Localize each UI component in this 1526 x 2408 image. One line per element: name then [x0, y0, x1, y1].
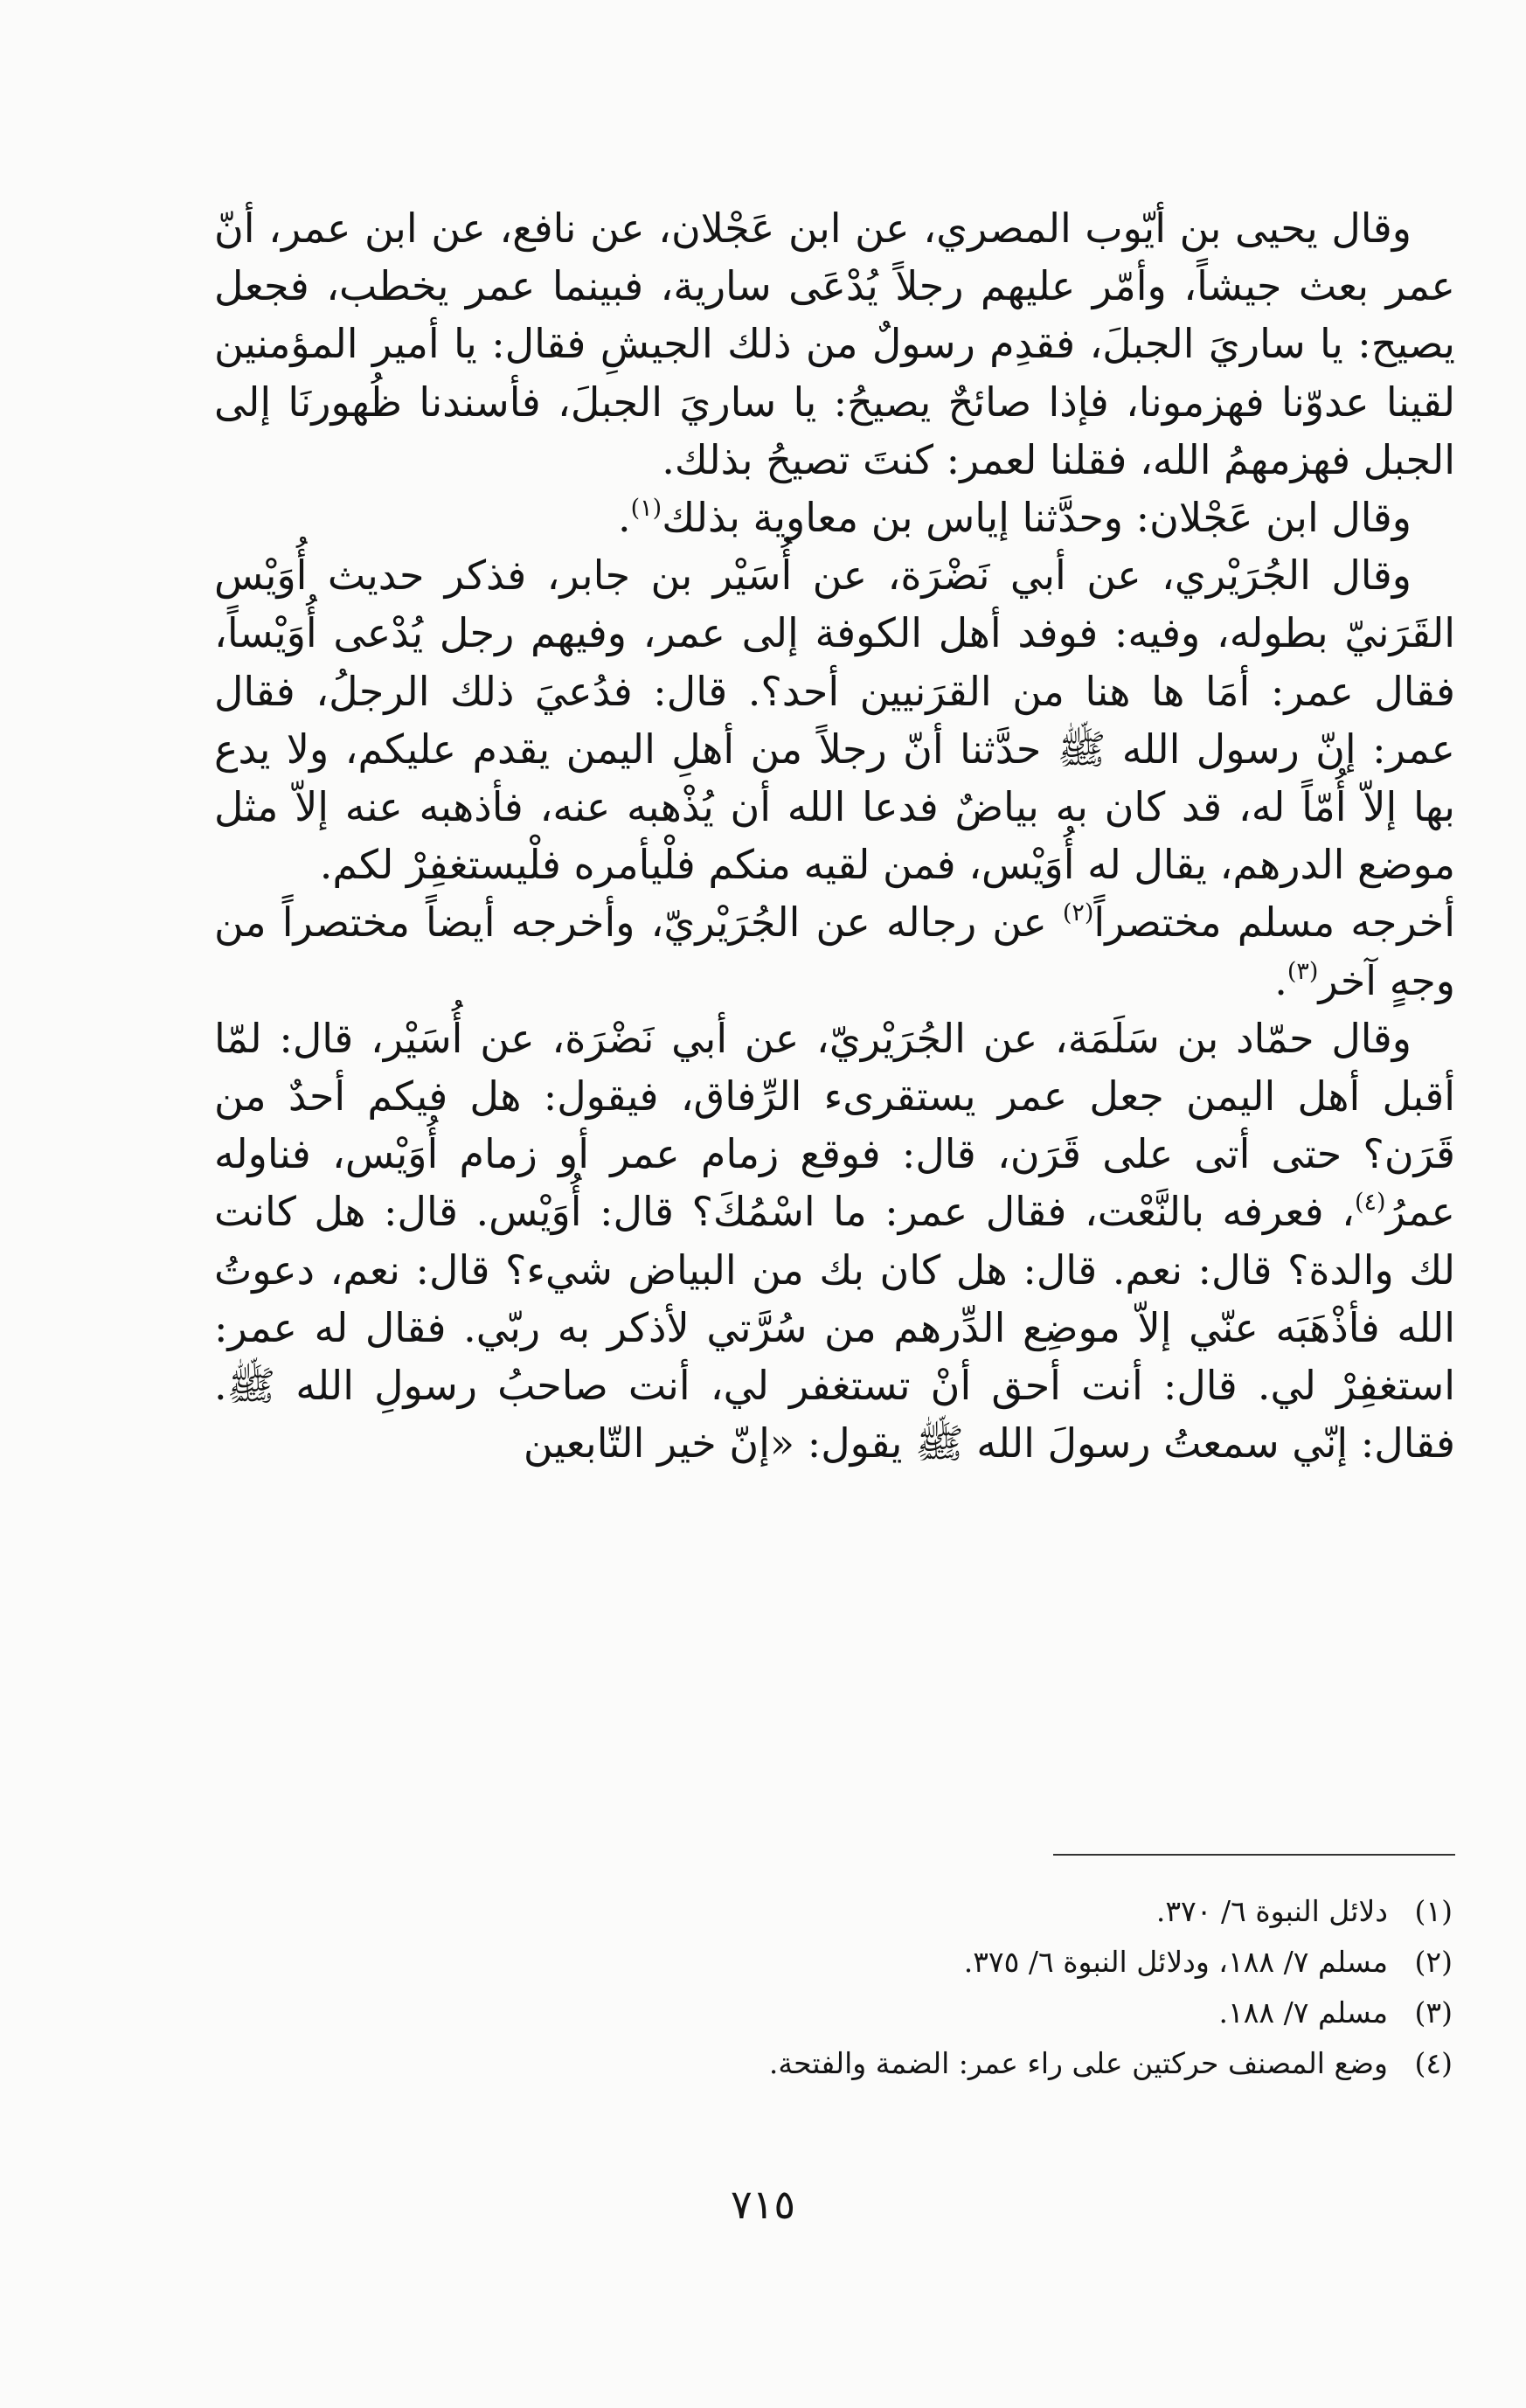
text-run: وقال ابن عَجْلان: وحدَّثنا إياس بن معاوية بذلك	[662, 494, 1412, 542]
text-run: وقال حمّاد بن سَلَمَة، عن الجُرَيْريّ، عن أبي نَضْرَة، عن أُسَيْر، قال: لمّا أقبل أهل اليمن جعل عمر يستقرىء الرِّفاق، فيقول: هل فيكم أحدٌ من قَرَن؟ حتى أتى على قَرَن، قال: فوقع زمام عمر أو زمام أُوَيْس، فناوله عمرُ	[214, 1014, 1455, 1236]
text-run: وقال الجُرَيْري، عن أبي نَضْرَة، عن أُسَيْر بن جابر، فذكر حديث أُوَيْس القَرَنيّ بطوله، وفيه: فوفد أهل الكوفة إلى عمر، وفيهم رجل يُدْعى أُوَيْساً، فقال عمر: أمَا ها هنا من القرَنيين أحد؟. قال: فدُعيَ ذلك الرجلُ، فقال عمر: إنّ رسول الله ﷺ حدَّثنا أنّ رجلاً من أهلِ اليمن يقدم عليكم، ولا يدع بها إلاّ أُمّاً له، قد كان به بياضٌ فدعا الله أن يُذْهبه عنه، فأذهبه عنه إلاّ مثل موضع الدرهم، يقال له أُوَيْس، فمن لقيه منكم فلْيأمره فلْيستغفِرْ لكم.	[214, 552, 1455, 889]
paragraph	[214, 489, 1455, 546]
paragraph	[214, 199, 1455, 489]
footnote-marker: (٣)	[1287, 957, 1319, 985]
footnote-marker: (٢)	[1062, 899, 1094, 927]
text-run: .	[1274, 956, 1287, 1004]
footnote-number: (٤)	[1414, 2046, 1453, 2080]
footnote-marker: (٤)	[1354, 1189, 1386, 1217]
footnote	[612, 1988, 1453, 2038]
footnote-number: (٢)	[1414, 1945, 1453, 1979]
footnote	[612, 2038, 1453, 2089]
footnote-number: (١)	[1414, 1894, 1453, 1928]
text-run: .	[617, 494, 631, 542]
footnote	[612, 1886, 1453, 1937]
text-run: ، فعرفه بالنَّعْت، فقال عمر: ما اسْمُكَ؟ قال: أُوَيْس. قال: هل كانت لك والدة؟ قال: نعم. قال: هل كان بك من البياض شيء؟ قال: نعم، دعوتُ الله فأذْهَبَه عنّي إلاّ موضِع الدِّرهم من سُرَّتي لأذكر به ربّي. فقال له عمر: استغفِرْ لي. قال: أنت أحق أنْ تستغفر لي، أنت صاحبُ رسولِ الله ﷺ. فقال: إنّي سمعتُ رسولَ الله ﷺ يقول: «إنّ خير التّابعين	[214, 1188, 1455, 1468]
footnote-number: (٣)	[1414, 1995, 1453, 2030]
footnote-text: وضع المصنف حركتين على راء عمر: الضمة والفتحة.	[768, 2046, 1388, 2080]
footnote-text: دلائل النبوة ٦/ ٣٧٠.	[1155, 1894, 1388, 1928]
paragraph	[214, 546, 1455, 893]
footnote-text: مسلم ٧/ ١٨٨، ودلائل النبوة ٦/ ٣٧٥.	[963, 1945, 1388, 1979]
footnote-text: مسلم ٧/ ١٨٨.	[1218, 1995, 1388, 2030]
footnote-separator	[1053, 1854, 1455, 1856]
main-text	[214, 199, 1455, 1472]
page-number: ٧١٥	[730, 2181, 796, 2228]
paragraph	[214, 893, 1455, 1009]
footnote	[612, 1937, 1453, 1988]
text-run: أخرجه مسلم مختصراً	[1093, 899, 1455, 947]
footnote-marker: (١)	[630, 495, 662, 523]
text-run: عن رجاله عن الجُرَيْريّ، وأخرجه أيضاً مختصراً من وجهٍ آخر	[214, 899, 1455, 1004]
footnotes	[612, 1886, 1453, 2089]
text-run: وقال يحيى بن أيّوب المصري، عن ابن عَجْلان، عن نافع، عن ابن عمر، أنّ عمر بعث جيشاً، وأمّر عليهم رجلاً يُدْعَى سارية، فبينما عمر يخطب، فجعل يصيح: يا ساريَ الجبلَ، فقدِم رسولٌ من ذلك الجيشِ فقال: يا أمير المؤمنين لقينا عدوّنا فهزمونا، فإذا صائحٌ يصيحُ: يا ساريَ الجبلَ، فأسندنا ظُهورنَا إلى الجبل فهزمهمُ الله، فقلنا لعمر: كنتَ تصيحُ بذلك.	[214, 205, 1455, 483]
paragraph	[214, 1010, 1455, 1473]
